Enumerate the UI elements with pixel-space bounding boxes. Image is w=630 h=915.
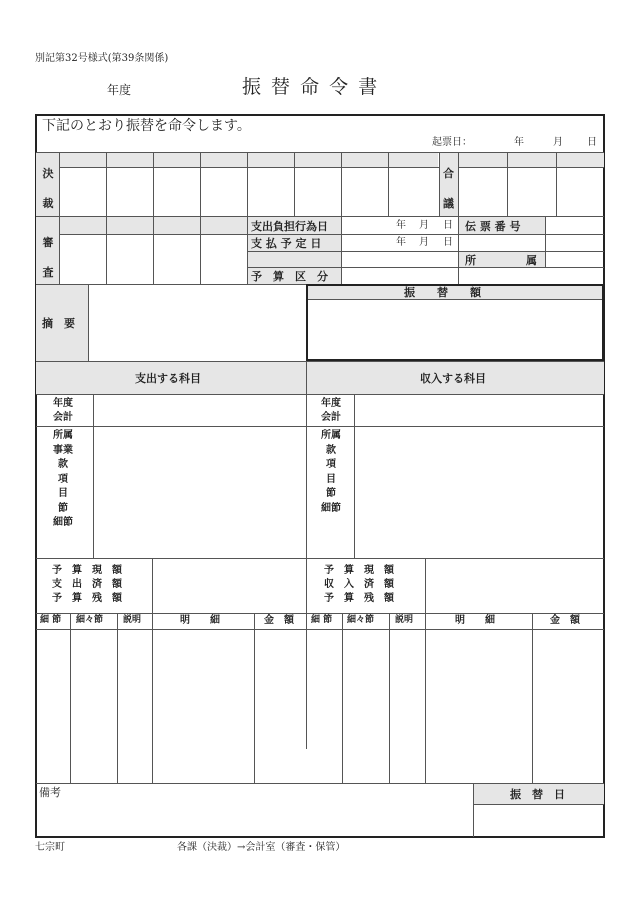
furikae-bi-label: 振 替 日	[510, 788, 565, 801]
shishutsu-date-label: 支出負担行為日	[251, 220, 328, 233]
footer-route: 各課（決裁）→会計室（審査・保管）	[177, 842, 346, 853]
intro-text: 下記のとおり振替を命令します。	[42, 118, 251, 134]
kessai-label: 決 裁	[42, 167, 54, 210]
right-header: 収入する科目	[420, 372, 486, 385]
yosan-kubun-label: 予 算 区 分	[251, 270, 328, 283]
tekiyo-label: 摘 要	[42, 317, 75, 330]
furikae-gaku-label: 振 替 額	[404, 286, 481, 299]
biko-label: 備考	[39, 786, 61, 799]
form-number: 別記第32号様式(第39条関係)	[35, 53, 169, 64]
left-items-label: 所属 事業 款 項 目 節 細節	[53, 430, 73, 528]
shinsa-label: 審 査	[42, 236, 54, 279]
shiharai-date-label: 支 払 予 定 日	[251, 237, 322, 250]
gougi-header-strip	[458, 153, 604, 167]
right-items-label: 所属 款 項 目 節 細節	[321, 430, 341, 514]
footer-town: 七宗町	[35, 842, 65, 853]
kihyo-day: 日	[587, 137, 597, 148]
kessai-header-strip	[59, 153, 438, 167]
fiscal-year-label: 年度	[107, 83, 132, 97]
kihyo-label: 起票日：	[432, 137, 472, 148]
denpyo-label: 伝 票 番 号	[465, 220, 521, 233]
kihyo-year: 年	[514, 137, 524, 148]
gougi-label: 合 議	[443, 167, 454, 210]
left-nendo-label: 年度 会計	[53, 398, 73, 423]
left-header: 支出する科目	[135, 372, 201, 385]
right-nendo-label: 年度 会計	[321, 398, 341, 423]
kihyo-month: 月	[553, 137, 563, 148]
left-amount-labels: 予 算 現 額 支 出 済 額 予 算 残 額	[52, 565, 122, 604]
page-title: 振 替 命 令 書	[242, 76, 380, 98]
right-amount-labels: 予 算 現 額 収 入 済 額 予 算 残 額	[324, 565, 394, 604]
shozoku-label: 所	[465, 254, 476, 267]
